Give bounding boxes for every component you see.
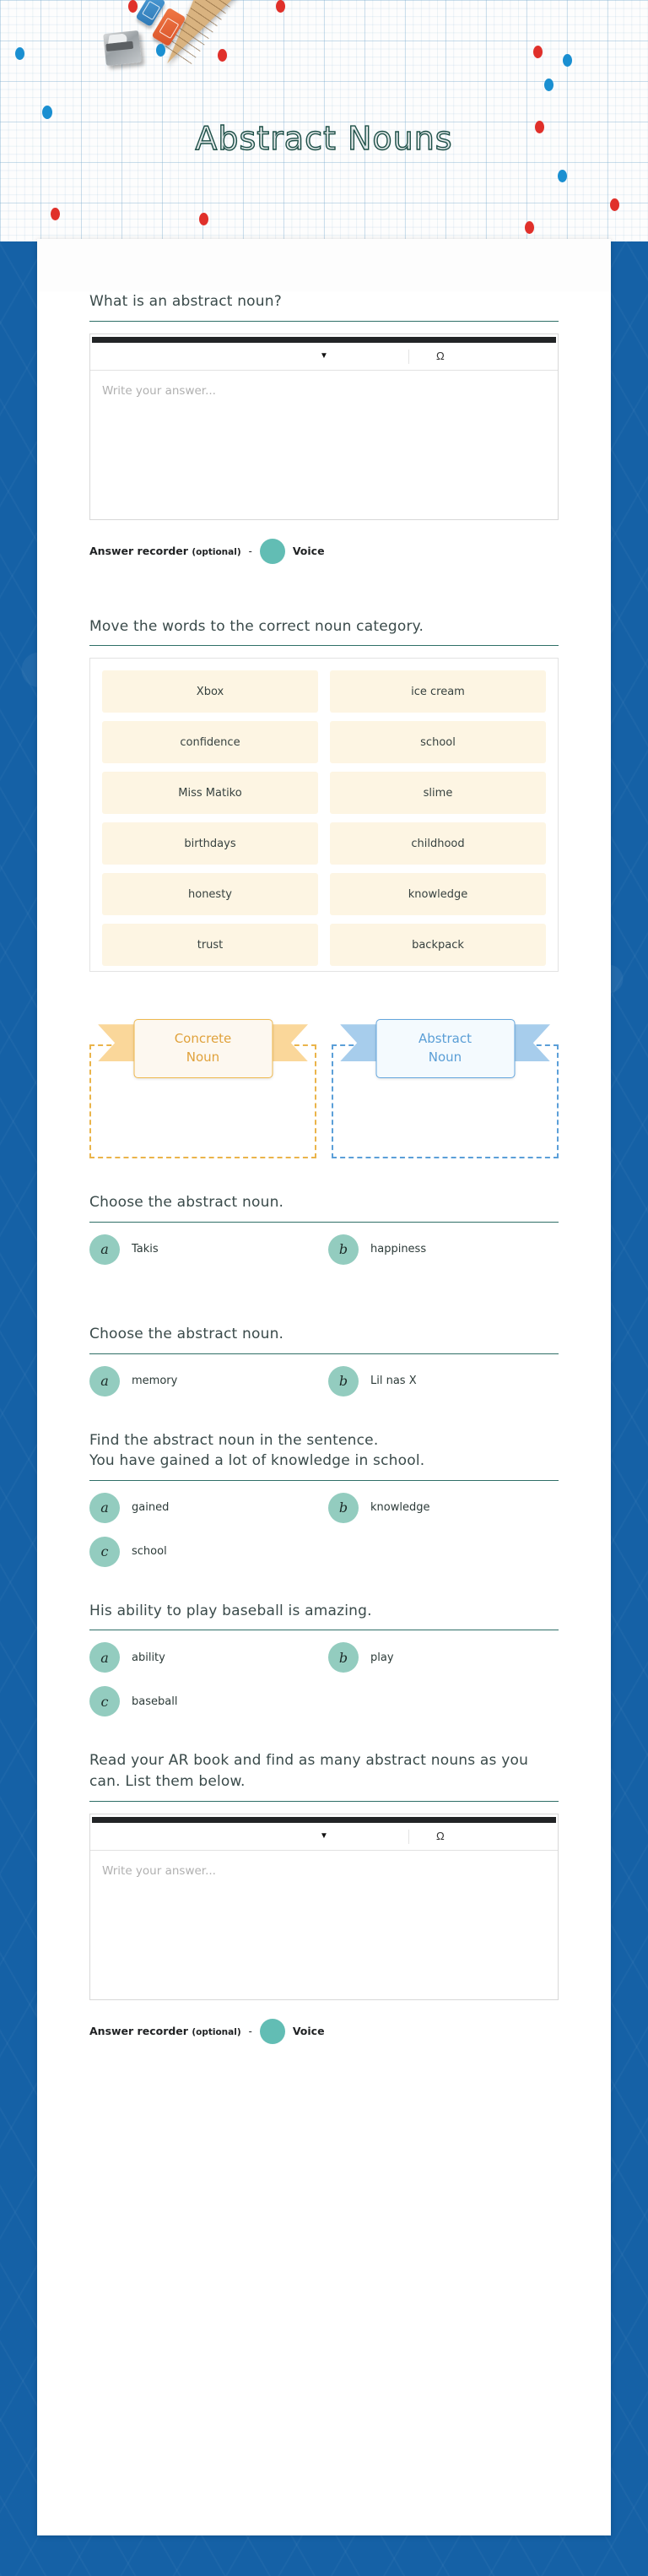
mc4-choice-a[interactable] [89, 1642, 320, 1673]
drop-zone-concrete-line2: Noun [186, 1049, 220, 1066]
choice-text[interactable]: Takis [132, 1243, 159, 1256]
choice-letter-bubble[interactable]: a [89, 1234, 120, 1265]
voice-button-label[interactable]: Voice [292, 545, 325, 558]
worksheet-card [37, 239, 611, 2535]
question-1-divider [89, 321, 559, 322]
mc1-heading: Choose the abstract noun. [89, 1194, 284, 1212]
confetti-dot [558, 170, 567, 182]
question-2-divider [89, 1801, 559, 1802]
section-question-2 [37, 1750, 611, 2043]
spacer [37, 564, 611, 616]
recorder-label-text: Answer recorder [89, 545, 188, 558]
page-title: Abstract Nouns [195, 120, 453, 157]
drop-zone-abstract-label [375, 1019, 515, 1078]
choice-text[interactable]: school [132, 1545, 167, 1559]
confetti-dot [156, 44, 165, 57]
answer-recorder-2 [89, 2019, 559, 2044]
drop-zone-concrete-banner [133, 1019, 273, 1078]
choice-letter-bubble[interactable]: b [328, 1234, 359, 1265]
drop-zone-concrete-line1: Concrete [174, 1031, 232, 1047]
mc1-choice-a[interactable] [89, 1234, 320, 1265]
drop-zone-abstract-banner [375, 1019, 515, 1078]
recorder-optional-text: (optional) [192, 547, 241, 558]
choice-text[interactable]: ability [132, 1651, 165, 1664]
word-tile[interactable]: school [330, 721, 546, 763]
section-multiple-choice-3 [37, 1430, 611, 1567]
choice-letter-bubble[interactable]: a [89, 1642, 120, 1673]
choice-letter-bubble[interactable]: a [89, 1493, 120, 1523]
choice-text[interactable]: memory [132, 1375, 178, 1388]
mc4-choice-b[interactable] [328, 1642, 559, 1673]
worksheet-header [0, 0, 648, 241]
mc2-choice-b[interactable] [328, 1366, 559, 1396]
recorder-dash: - [248, 2025, 252, 2037]
choice-letter-bubble[interactable]: a [89, 1366, 120, 1396]
pencil-sharpener-icon [103, 30, 142, 66]
confetti-dot [218, 49, 227, 62]
section-multiple-choice-1 [37, 1192, 611, 1265]
word-tile[interactable]: birthdays [102, 822, 318, 865]
word-tile[interactable]: honesty [102, 873, 318, 915]
recorder-dash: - [248, 545, 252, 557]
choice-letter-bubble[interactable]: b [328, 1493, 359, 1523]
drop-zone-container [89, 994, 559, 1158]
section-multiple-choice-2 [37, 1324, 611, 1396]
drop-zone-abstract-line1: Abstract [418, 1031, 472, 1047]
confetti-dot [525, 221, 534, 234]
spacer [37, 1158, 611, 1192]
mc4-choice-c[interactable] [89, 1686, 320, 1716]
mc2-choice-a[interactable] [89, 1366, 320, 1396]
choice-text[interactable]: gained [132, 1501, 170, 1515]
confetti-dot [610, 198, 619, 211]
confetti-dot [51, 208, 60, 220]
drop-zone-concrete-noun[interactable] [89, 1019, 316, 1158]
mc1-choices [89, 1234, 559, 1265]
drop-zone-abstract-line2: Noun [428, 1049, 462, 1066]
word-tile[interactable]: confidence [102, 721, 318, 763]
chevron-down-icon[interactable]: ▼ [320, 350, 328, 361]
word-tile[interactable]: knowledge [330, 873, 546, 915]
choice-text[interactable]: happiness [370, 1243, 427, 1256]
word-tile[interactable]: slime [330, 772, 546, 814]
choice-letter-bubble[interactable]: b [328, 1366, 359, 1396]
mc1-divider [89, 1222, 559, 1223]
rich-text-editor-2[interactable] [89, 1814, 559, 2000]
confetti-dot [563, 54, 572, 67]
confetti-dot [128, 0, 138, 13]
answer-input-2[interactable]: Write your answer... [102, 1863, 216, 1878]
drop-zone-abstract-noun[interactable] [332, 1019, 559, 1158]
section-question-1 [37, 291, 611, 564]
confetti-dot [276, 0, 285, 13]
choice-text[interactable]: play [370, 1651, 394, 1664]
word-sort-heading: Move the words to the correct noun category. [89, 617, 424, 635]
omega-icon[interactable]: Ω [435, 350, 445, 363]
mc3-heading-line1: Find the abstract noun in the sentence. [89, 1431, 379, 1449]
confetti-dot [42, 106, 52, 119]
mc2-heading: Choose the abstract noun. [89, 1325, 284, 1342]
microphone-circle-icon[interactable] [260, 2019, 285, 2044]
confetti-dot [533, 46, 543, 58]
mc3-heading [89, 1430, 559, 1480]
spacer [37, 1567, 611, 1601]
recorder-optional-text: (optional) [192, 2027, 241, 2038]
drop-zone-concrete-label [133, 1019, 273, 1078]
section-word-sort [37, 616, 611, 1159]
question-2-heading [89, 1750, 559, 1800]
choice-letter-bubble[interactable]: b [328, 1642, 359, 1673]
choice-text[interactable]: baseball [132, 1695, 178, 1708]
word-tile[interactable]: ice cream [330, 670, 546, 713]
omega-icon[interactable]: Ω [435, 1830, 445, 1843]
mc3-choice-c[interactable] [89, 1537, 320, 1567]
choice-text[interactable]: knowledge [370, 1501, 430, 1515]
rich-text-editor-1[interactable] [89, 334, 559, 520]
question-2-heading-line2: can. List them below. [89, 1773, 246, 1791]
spacer [37, 1716, 611, 1750]
mc3-choice-b[interactable] [328, 1493, 559, 1523]
toolbar-divider [408, 1830, 409, 1844]
mc3-heading-line2: You have gained a lot of knowledge in school. [89, 1452, 425, 1470]
spacer [37, 1396, 611, 1430]
confetti-dot [199, 213, 208, 225]
spacer [37, 1265, 611, 1324]
mc4-heading: His ability to play baseball is amazing. [89, 1602, 372, 1619]
word-sort-divider [89, 645, 559, 646]
mc3-choices [89, 1493, 559, 1567]
word-tile[interactable]: Xbox [102, 670, 318, 713]
editor-toolbar-strip [92, 337, 556, 343]
mc3-divider [89, 1480, 559, 1481]
section-multiple-choice-4 [37, 1601, 611, 1717]
mc4-choices [89, 1642, 559, 1716]
toolbar-divider [408, 350, 409, 364]
question-1-heading: What is an abstract noun? [89, 293, 282, 310]
word-bank [89, 658, 559, 972]
word-tile[interactable]: childhood [330, 822, 546, 865]
choice-letter-bubble[interactable]: c [89, 1686, 120, 1716]
mc2-choices [89, 1366, 559, 1396]
mc3-choice-a[interactable] [89, 1493, 320, 1523]
editor-toolbar-strip [92, 1817, 556, 1823]
recorder-label-text: Answer recorder [89, 2025, 188, 2038]
word-tile[interactable]: trust [102, 924, 318, 966]
choice-letter-bubble[interactable]: c [89, 1537, 120, 1567]
confetti-dot [15, 47, 24, 60]
choice-text[interactable]: Lil nas X [370, 1375, 417, 1388]
mc1-choice-b[interactable] [328, 1234, 559, 1265]
editor-toolbar-1[interactable] [90, 343, 558, 371]
recorder-label [89, 545, 241, 557]
confetti-dot [544, 79, 554, 91]
microphone-circle-icon[interactable] [260, 539, 285, 564]
answer-input-1[interactable]: Write your answer... [102, 383, 216, 398]
mc2-divider [89, 1353, 559, 1354]
chevron-down-icon[interactable]: ▼ [320, 1830, 328, 1841]
word-tile[interactable]: Miss Matiko [102, 772, 318, 814]
word-tile[interactable]: backpack [330, 924, 546, 966]
editor-toolbar-2[interactable] [90, 1823, 558, 1851]
recorder-label [89, 2025, 241, 2037]
question-2-heading-line1: Read your AR book and find as many abstract nouns as you [89, 1752, 529, 1770]
card-top-spacer [37, 239, 611, 291]
answer-recorder-1 [89, 539, 559, 564]
voice-button-label[interactable]: Voice [292, 2025, 325, 2038]
